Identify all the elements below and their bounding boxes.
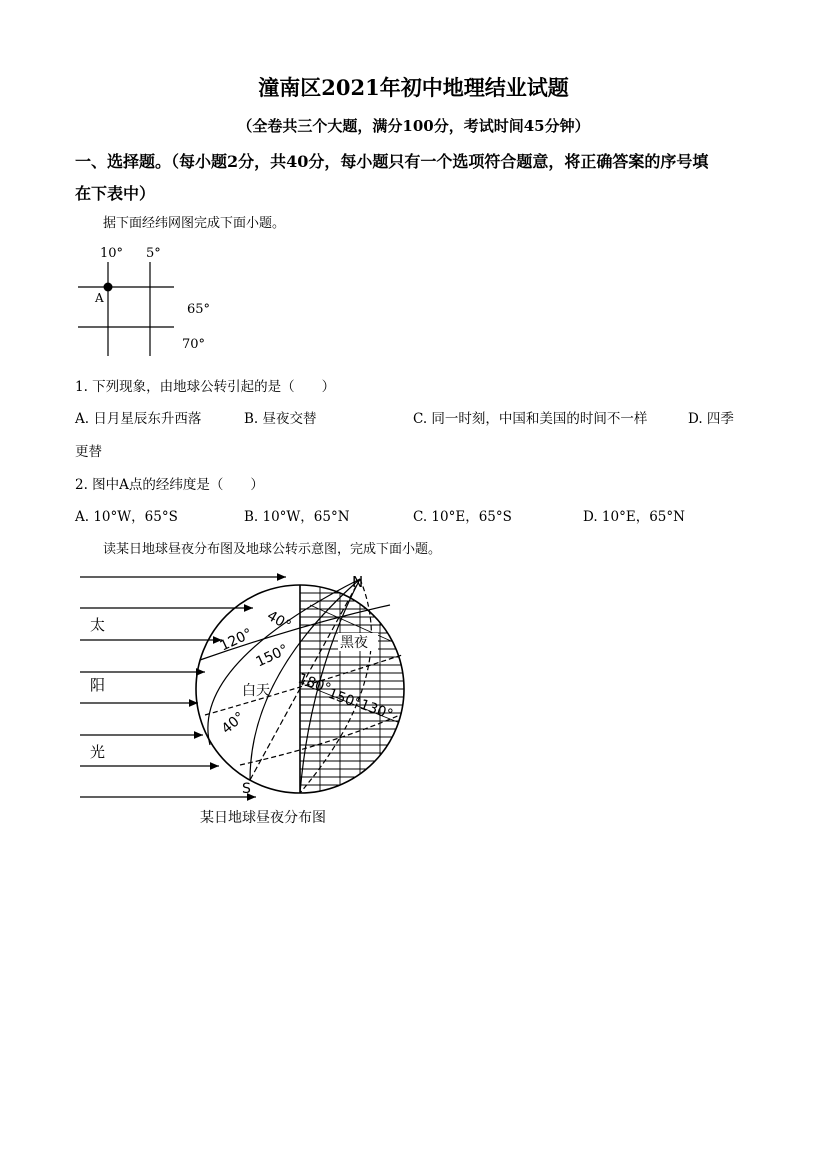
section-heading [75, 146, 755, 210]
deg-120: 120° [217, 625, 255, 655]
q1-stem: 1. 下列现象，由地球公转引起的是（ ） [75, 379, 336, 395]
q1-option-a: A. 日月星辰东升西落 [75, 411, 202, 427]
deg-180: 180° [295, 670, 333, 698]
q2-stem: 2. 图中A点的经纬度是（ ） [75, 477, 264, 493]
q2-option-c: C. 10°E，65°S [413, 509, 512, 525]
q2-option-d: D. 10°E，65°N [583, 509, 685, 525]
deg-40-bottom: 40° [218, 709, 249, 738]
deg-40-top: 40° [264, 607, 294, 635]
sun-char-3: 光 [90, 743, 106, 761]
q1-option-d: D. 四季 [688, 411, 734, 427]
point-a-label: A [95, 291, 104, 305]
north-pole-label: N [352, 573, 364, 591]
globe-caption: 某日地球昼夜分布图 [200, 810, 326, 826]
intro-globe-question: 读某日地球昼夜分布图及地球公转示意图，完成下面小题。 [103, 542, 442, 557]
deg-150-left: 150° [253, 641, 291, 671]
lon-label-5: 5° [146, 246, 161, 261]
q1-option-b: B. 昼夜交替 [244, 411, 317, 427]
lat-lon-grid-figure [70, 240, 220, 360]
sun-char-1: 太 [90, 616, 106, 634]
sun-char-2: 阳 [90, 676, 106, 694]
lat-label-70: 70° [182, 337, 206, 352]
q1-option-d-cont: 更替 [75, 444, 102, 460]
south-pole-label: S [242, 781, 251, 797]
point-a-dot [104, 283, 113, 292]
lon-label-10: 10° [100, 246, 124, 261]
q2-option-a: A. 10°W，65°S [75, 509, 178, 525]
day-night-globe-figure [70, 565, 430, 830]
page-title: 潼南区2021年初中地理结业试题 [258, 75, 569, 100]
night-label: 黑夜 [340, 635, 368, 651]
q1-option-c: C. 同一时刻，中国和美国的时间不一样 [413, 411, 648, 427]
section-heading-line1: 一、选择题。（每小题2分，共40分，每小题只有一个选项符合题意，将正确答案的序号填 [75, 152, 709, 171]
lat-label-65: 65° [187, 302, 211, 317]
section-heading-line2: 在下表中） [75, 184, 156, 203]
exam-info: （全卷共三个大题，满分100分，考试时间45分钟） [237, 117, 590, 135]
intro-grid-question: 据下面经纬网图完成下面小题。 [103, 216, 286, 231]
day-label: 白天 [242, 683, 270, 699]
deg-150-right: 150° [325, 685, 363, 713]
q2-option-b: B. 10°W，65°N [244, 509, 350, 525]
deg-130: 130° [357, 696, 395, 724]
